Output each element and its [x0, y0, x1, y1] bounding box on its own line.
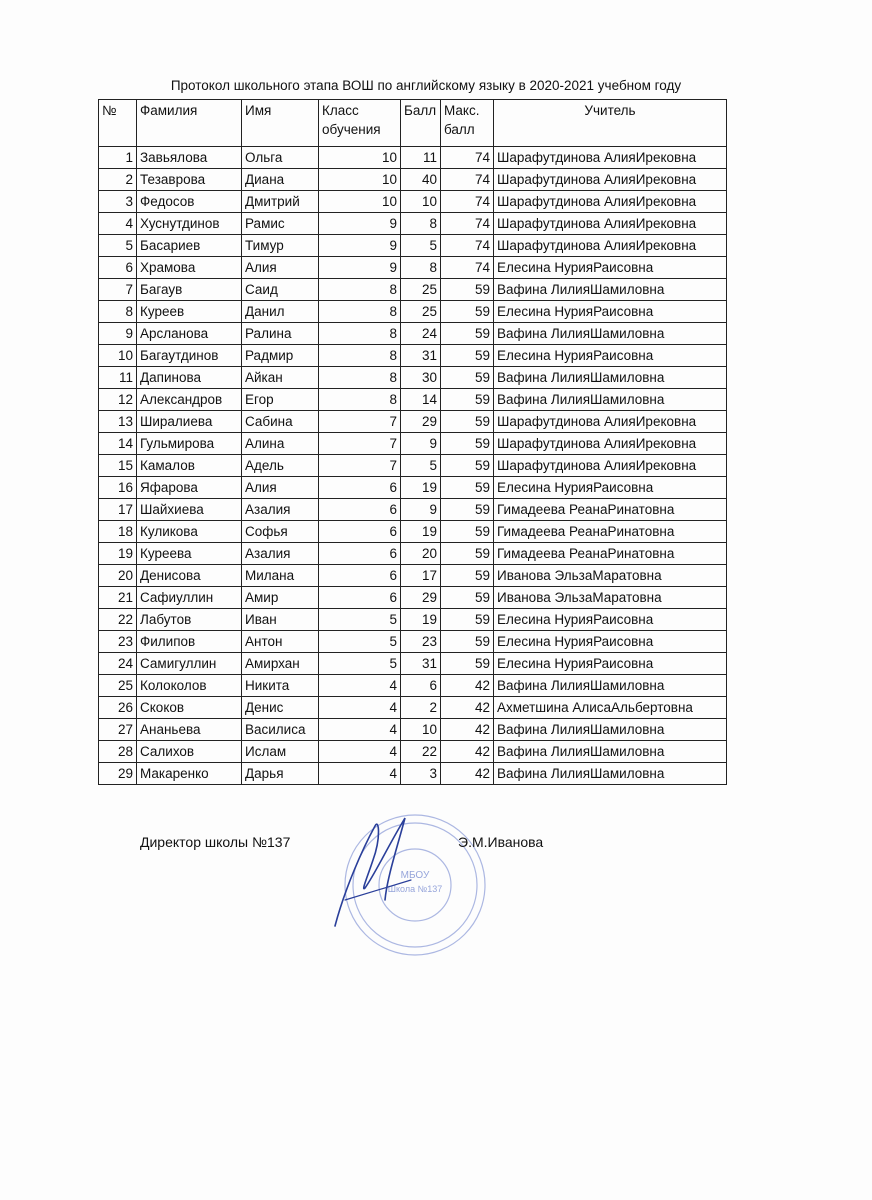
score-cell: 3: [401, 763, 441, 785]
grade-cell: 4: [319, 697, 401, 719]
name-cell: Алина: [242, 433, 319, 455]
teacher-cell: Елесина НурияРаисовна: [494, 345, 727, 367]
name-cell: Радмир: [242, 345, 319, 367]
name-cell: Милана: [242, 565, 319, 587]
teacher-cell: Шарафутдинова АлияИрековна: [494, 235, 727, 257]
grade-cell: 5: [319, 609, 401, 631]
grade-cell: 8: [319, 367, 401, 389]
surname-cell: Филипов: [137, 631, 242, 653]
stamp-text-1: МБОУ: [400, 870, 430, 881]
grade-cell: 6: [319, 477, 401, 499]
score-cell: 23: [401, 631, 441, 653]
row-number: 2: [99, 169, 137, 191]
teacher-cell: Гимадеева РеанаРинатовна: [494, 521, 727, 543]
name-cell: Амир: [242, 587, 319, 609]
surname-cell: Хуснутдинов: [137, 213, 242, 235]
score-cell: 11: [401, 147, 441, 169]
surname-cell: Гульмирова: [137, 433, 242, 455]
row-number: 7: [99, 279, 137, 301]
max-score-cell: 59: [441, 587, 494, 609]
name-cell: Антон: [242, 631, 319, 653]
row-number: 8: [99, 301, 137, 323]
surname-cell: Куреев: [137, 301, 242, 323]
teacher-cell: Вафина ЛилияШамиловна: [494, 367, 727, 389]
name-cell: Азалия: [242, 499, 319, 521]
teacher-cell: Вафина ЛилияШамиловна: [494, 719, 727, 741]
max-score-cell: 59: [441, 455, 494, 477]
name-cell: Алия: [242, 257, 319, 279]
max-score-cell: 59: [441, 279, 494, 301]
grade-cell: 9: [319, 257, 401, 279]
row-number: 19: [99, 543, 137, 565]
surname-cell: Самигуллин: [137, 653, 242, 675]
score-cell: 10: [401, 719, 441, 741]
teacher-cell: Елесина НурияРаисовна: [494, 631, 727, 653]
teacher-cell: Шарафутдинова АлияИрековна: [494, 213, 727, 235]
table-row: [99, 191, 727, 213]
name-cell: Софья: [242, 521, 319, 543]
score-cell: 5: [401, 235, 441, 257]
name-cell: Рамис: [242, 213, 319, 235]
table-row: [99, 631, 727, 653]
table-row: [99, 345, 727, 367]
teacher-cell: Вафина ЛилияШамиловна: [494, 389, 727, 411]
max-score-cell: 59: [441, 609, 494, 631]
name-cell: Ислам: [242, 741, 319, 763]
surname-cell: Куликова: [137, 521, 242, 543]
score-cell: 14: [401, 389, 441, 411]
score-cell: 5: [401, 455, 441, 477]
table-row: [99, 499, 727, 521]
grade-cell: 5: [319, 631, 401, 653]
max-score-cell: 59: [441, 433, 494, 455]
header-surname: Фамилия: [137, 100, 242, 147]
results-table: [98, 99, 727, 785]
header-teacher: Учитель: [494, 100, 727, 147]
score-cell: 29: [401, 411, 441, 433]
score-cell: 22: [401, 741, 441, 763]
name-cell: Айкан: [242, 367, 319, 389]
row-number: 27: [99, 719, 137, 741]
max-score-cell: 74: [441, 147, 494, 169]
name-cell: Амирхан: [242, 653, 319, 675]
name-cell: Ольга: [242, 147, 319, 169]
surname-cell: Макаренко: [137, 763, 242, 785]
grade-cell: 6: [319, 587, 401, 609]
max-score-cell: 74: [441, 191, 494, 213]
max-score-cell: 42: [441, 675, 494, 697]
teacher-cell: Иванова ЭльзаМаратовна: [494, 565, 727, 587]
max-score-cell: 59: [441, 345, 494, 367]
surname-cell: Скоков: [137, 697, 242, 719]
teacher-cell: Елесина НурияРаисовна: [494, 301, 727, 323]
surname-cell: Багаув: [137, 279, 242, 301]
surname-cell: Ананьева: [137, 719, 242, 741]
table-row: [99, 653, 727, 675]
max-score-cell: 59: [441, 543, 494, 565]
grade-cell: 6: [319, 565, 401, 587]
surname-cell: Храмова: [137, 257, 242, 279]
grade-cell: 4: [319, 675, 401, 697]
surname-cell: Камалов: [137, 455, 242, 477]
row-number: 29: [99, 763, 137, 785]
teacher-cell: Ахметшина АлисаАльбертовна: [494, 697, 727, 719]
teacher-cell: Шарафутдинова АлияИрековна: [494, 433, 727, 455]
header-max-score: Макс. балл: [441, 100, 494, 147]
surname-cell: Сафиуллин: [137, 587, 242, 609]
header-grade: Класс обучения: [319, 100, 401, 147]
table-row: [99, 389, 727, 411]
grade-cell: 8: [319, 301, 401, 323]
row-number: 1: [99, 147, 137, 169]
row-number: 6: [99, 257, 137, 279]
row-number: 23: [99, 631, 137, 653]
surname-cell: Шайхиева: [137, 499, 242, 521]
name-cell: Алия: [242, 477, 319, 499]
max-score-cell: 42: [441, 697, 494, 719]
surname-cell: Лабутов: [137, 609, 242, 631]
surname-cell: Тезаврова: [137, 169, 242, 191]
table-row: [99, 213, 727, 235]
grade-cell: 10: [319, 191, 401, 213]
max-score-cell: 59: [441, 323, 494, 345]
surname-cell: Куреева: [137, 543, 242, 565]
surname-cell: Федосов: [137, 191, 242, 213]
surname-cell: Александров: [137, 389, 242, 411]
table-row: [99, 411, 727, 433]
max-score-cell: 74: [441, 257, 494, 279]
score-cell: 9: [401, 433, 441, 455]
max-score-cell: 59: [441, 653, 494, 675]
row-number: 15: [99, 455, 137, 477]
score-cell: 17: [401, 565, 441, 587]
score-cell: 6: [401, 675, 441, 697]
name-cell: Саид: [242, 279, 319, 301]
score-cell: 10: [401, 191, 441, 213]
grade-cell: 4: [319, 719, 401, 741]
teacher-cell: Елесина НурияРаисовна: [494, 477, 727, 499]
grade-cell: 9: [319, 235, 401, 257]
score-cell: 29: [401, 587, 441, 609]
teacher-cell: Шарафутдинова АлияИрековна: [494, 455, 727, 477]
name-cell: Иван: [242, 609, 319, 631]
name-cell: Дмитрий: [242, 191, 319, 213]
header-no: №: [99, 100, 137, 147]
table-header-row: [99, 100, 727, 147]
teacher-cell: Вафина ЛилияШамиловна: [494, 741, 727, 763]
name-cell: Данил: [242, 301, 319, 323]
row-number: 14: [99, 433, 137, 455]
grade-cell: 10: [319, 169, 401, 191]
header-score: Балл: [401, 100, 441, 147]
name-cell: Ралина: [242, 323, 319, 345]
score-cell: 8: [401, 213, 441, 235]
max-score-cell: 59: [441, 565, 494, 587]
max-score-cell: 59: [441, 521, 494, 543]
row-number: 24: [99, 653, 137, 675]
score-cell: 2: [401, 697, 441, 719]
score-cell: 19: [401, 477, 441, 499]
row-number: 20: [99, 565, 137, 587]
name-cell: Денис: [242, 697, 319, 719]
name-cell: Диана: [242, 169, 319, 191]
table-row: [99, 719, 727, 741]
max-score-cell: 42: [441, 763, 494, 785]
score-cell: 31: [401, 345, 441, 367]
table-row: [99, 169, 727, 191]
name-cell: Дарья: [242, 763, 319, 785]
table-row: [99, 741, 727, 763]
grade-cell: 6: [319, 521, 401, 543]
name-cell: Адель: [242, 455, 319, 477]
teacher-cell: Вафина ЛилияШамиловна: [494, 323, 727, 345]
name-cell: Егор: [242, 389, 319, 411]
table-row: [99, 609, 727, 631]
teacher-cell: Вафина ЛилияШамиловна: [494, 763, 727, 785]
name-cell: Сабина: [242, 411, 319, 433]
score-cell: 19: [401, 609, 441, 631]
max-score-cell: 74: [441, 213, 494, 235]
max-score-cell: 59: [441, 411, 494, 433]
surname-cell: Колоколов: [137, 675, 242, 697]
score-cell: 30: [401, 367, 441, 389]
row-number: 3: [99, 191, 137, 213]
grade-cell: 9: [319, 213, 401, 235]
teacher-cell: Елесина НурияРаисовна: [494, 653, 727, 675]
teacher-cell: Елесина НурияРаисовна: [494, 609, 727, 631]
row-number: 5: [99, 235, 137, 257]
name-cell: Василиса: [242, 719, 319, 741]
teacher-cell: Гимадеева РеанаРинатовна: [494, 543, 727, 565]
max-score-cell: 59: [441, 301, 494, 323]
teacher-cell: Шарафутдинова АлияИрековна: [494, 411, 727, 433]
table-row: [99, 235, 727, 257]
stamp-text-2: Школа №137: [387, 884, 443, 894]
grade-cell: 8: [319, 323, 401, 345]
row-number: 16: [99, 477, 137, 499]
row-number: 13: [99, 411, 137, 433]
row-number: 11: [99, 367, 137, 389]
table-row: [99, 433, 727, 455]
table-row: [99, 257, 727, 279]
max-score-cell: 59: [441, 477, 494, 499]
row-number: 26: [99, 697, 137, 719]
handwritten-signature: [315, 808, 425, 933]
surname-cell: Басариев: [137, 235, 242, 257]
grade-cell: 7: [319, 433, 401, 455]
table-row: [99, 675, 727, 697]
grade-cell: 4: [319, 741, 401, 763]
table-row: [99, 301, 727, 323]
surname-cell: Денисова: [137, 565, 242, 587]
surname-cell: Салихов: [137, 741, 242, 763]
grade-cell: 4: [319, 763, 401, 785]
row-number: 28: [99, 741, 137, 763]
row-number: 18: [99, 521, 137, 543]
grade-cell: 6: [319, 543, 401, 565]
name-cell: Азалия: [242, 543, 319, 565]
table-row: [99, 565, 727, 587]
max-score-cell: 74: [441, 169, 494, 191]
teacher-cell: Шарафутдинова АлияИрековна: [494, 191, 727, 213]
signer-name: Э.М.Иванова: [458, 834, 544, 850]
table-row: [99, 367, 727, 389]
surname-cell: Завьялова: [137, 147, 242, 169]
table-row: [99, 147, 727, 169]
document-title: Протокол школьного этапа ВОШ по английскому языку в 2020-2021 учебном году: [170, 78, 682, 93]
max-score-cell: 59: [441, 499, 494, 521]
score-cell: 25: [401, 301, 441, 323]
surname-cell: Дапинова: [137, 367, 242, 389]
row-number: 25: [99, 675, 137, 697]
surname-cell: Багаутдинов: [137, 345, 242, 367]
name-cell: Тимур: [242, 235, 319, 257]
score-cell: 24: [401, 323, 441, 345]
table-row: [99, 763, 727, 785]
row-number: 10: [99, 345, 137, 367]
grade-cell: 6: [319, 499, 401, 521]
surname-cell: Арсланова: [137, 323, 242, 345]
row-number: 21: [99, 587, 137, 609]
grade-cell: 10: [319, 147, 401, 169]
score-cell: 8: [401, 257, 441, 279]
surname-cell: Ширалиева: [137, 411, 242, 433]
header-name: Имя: [242, 100, 319, 147]
grade-cell: 7: [319, 455, 401, 477]
table-row: [99, 455, 727, 477]
score-cell: 20: [401, 543, 441, 565]
teacher-cell: Вафина ЛилияШамиловна: [494, 279, 727, 301]
table-row: [99, 587, 727, 609]
grade-cell: 8: [319, 389, 401, 411]
row-number: 12: [99, 389, 137, 411]
table-row: [99, 697, 727, 719]
score-cell: 31: [401, 653, 441, 675]
teacher-cell: Иванова ЭльзаМаратовна: [494, 587, 727, 609]
max-score-cell: 42: [441, 741, 494, 763]
surname-cell: Яфарова: [137, 477, 242, 499]
table-row: [99, 477, 727, 499]
max-score-cell: 42: [441, 719, 494, 741]
table-row: [99, 279, 727, 301]
score-cell: 25: [401, 279, 441, 301]
max-score-cell: 59: [441, 367, 494, 389]
teacher-cell: Вафина ЛилияШамиловна: [494, 675, 727, 697]
row-number: 22: [99, 609, 137, 631]
score-cell: 9: [401, 499, 441, 521]
table-row: [99, 543, 727, 565]
row-number: 17: [99, 499, 137, 521]
row-number: 4: [99, 213, 137, 235]
teacher-cell: Елесина НурияРаисовна: [494, 257, 727, 279]
grade-cell: 7: [319, 411, 401, 433]
table-row: [99, 323, 727, 345]
teacher-cell: Шарафутдинова АлияИрековна: [494, 169, 727, 191]
score-cell: 19: [401, 521, 441, 543]
grade-cell: 8: [319, 279, 401, 301]
max-score-cell: 59: [441, 389, 494, 411]
teacher-cell: Шарафутдинова АлияИрековна: [494, 147, 727, 169]
max-score-cell: 74: [441, 235, 494, 257]
grade-cell: 5: [319, 653, 401, 675]
name-cell: Никита: [242, 675, 319, 697]
row-number: 9: [99, 323, 137, 345]
max-score-cell: 59: [441, 631, 494, 653]
score-cell: 40: [401, 169, 441, 191]
director-label: Директор школы №137: [140, 834, 291, 850]
grade-cell: 8: [319, 345, 401, 367]
teacher-cell: Гимадеева РеанаРинатовна: [494, 499, 727, 521]
table-row: [99, 521, 727, 543]
